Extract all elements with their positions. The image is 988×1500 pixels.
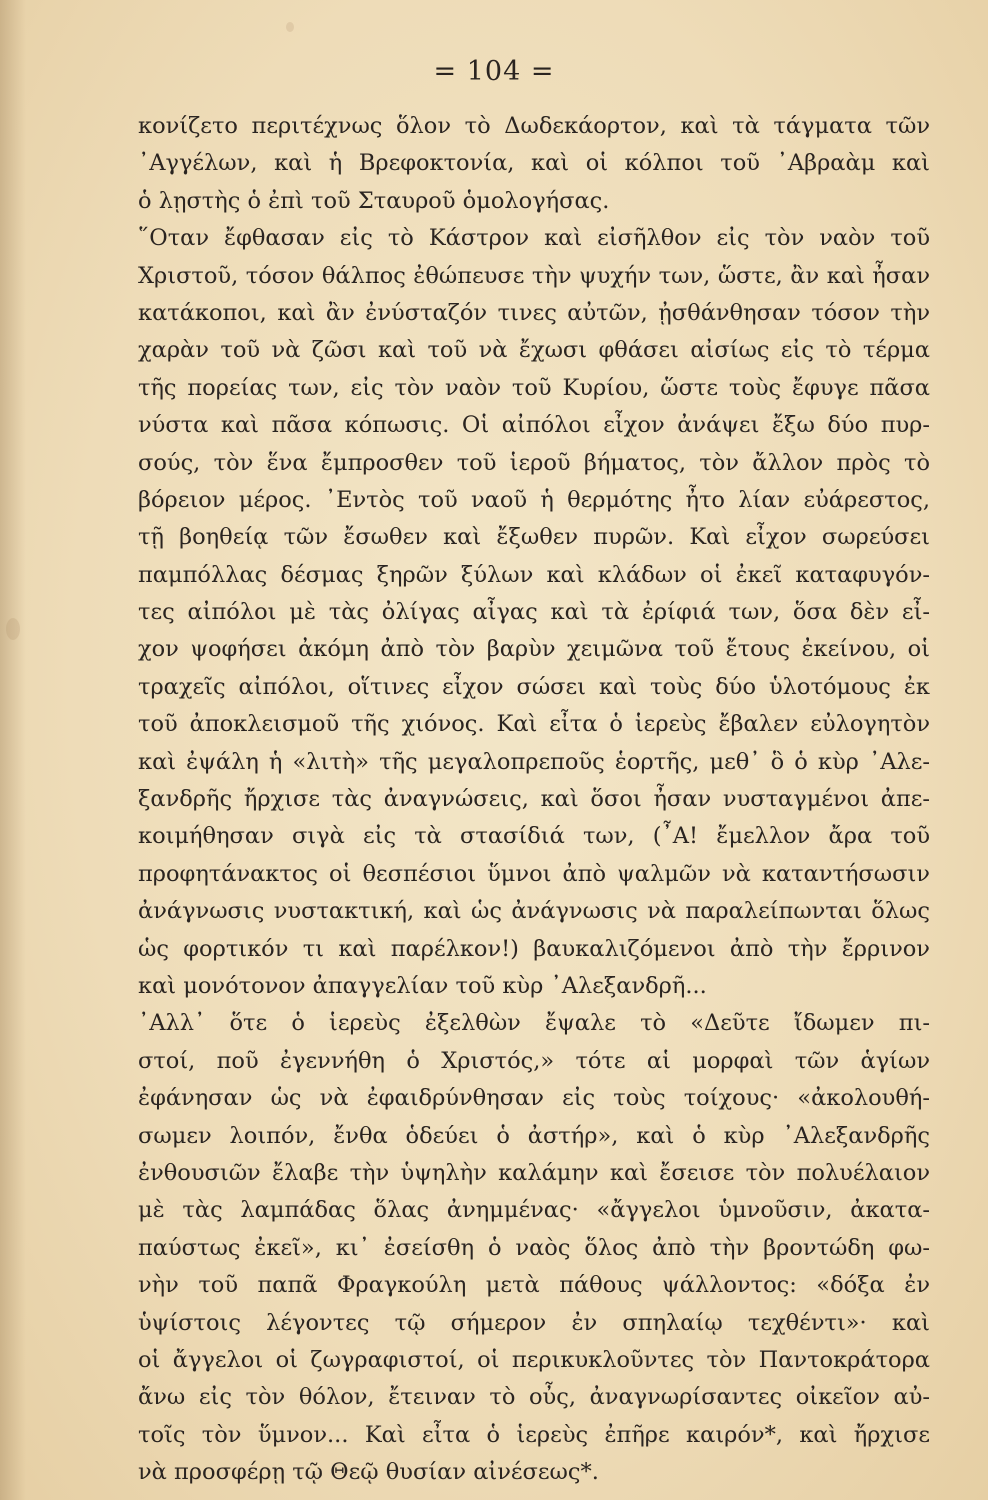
text-line: τῇ βοηθείᾳ τῶν ἔσωθεν καὶ ἔξωθεν πυρῶν. Καὶ εἶχον σωρεύσει: [138, 524, 930, 551]
paper-spot: [286, 22, 294, 32]
text-line: καὶ μονότονον ἀπαγγελίαν τοῦ κὺρ ᾿Αλεξανδρῆ...: [138, 972, 707, 999]
text-line: ᾿Αγγέλων, καὶ ἡ Βρεφοκτονία, καὶ οἱ κόλποι τοῦ ᾿Αβραὰμ καὶ: [138, 150, 930, 177]
text-line: οἱ ἄγγελοι οἱ ζωγραφιστοί, οἱ περικυκλοῦντες τὸν Παντοκράτορα: [138, 1346, 930, 1373]
text-line: ἀνάγνωσις νυστακτική, καὶ ὡς ἀνάγνωσις νὰ παραλείπωνται ὅλως: [138, 898, 930, 925]
text-line: χον ψοφήσει ἀκόμη ἀπὸ τὸν βαρὺν χειμῶνα τοῦ ἔτους ἐκείνου, οἱ: [138, 636, 930, 663]
text-line: ξανδρῆς ἤρχισε τὰς ἀναγνώσεις, καὶ ὅσοι ἦσαν νυσταγμένοι ἀπε-: [138, 786, 930, 813]
text-line: νύστα καὶ πᾶσα κόπωσις. Οἱ αἰπόλοι εἶχον ἀνάψει ἔξω δύο πυρ-: [138, 412, 930, 439]
body-text: [138, 108, 930, 1491]
text-line: ἐνθουσιῶν ἔλαβε τὴν ὑψηλὴν καλάμην καὶ ἔσεισε τὸν πολυέλαιον: [138, 1159, 930, 1186]
text-line: ᾿Αλλ᾿ ὅτε ὁ ἱερεὺς ἐξελθὼν ἔψαλε τὸ «Δεῦτε ἴδωμεν πι-: [138, 1010, 930, 1037]
text-line: καὶ ἐψάλη ἡ «λιτὴ» τῆς μεγαλοπρεποῦς ἑορτῆς, μεθ᾿ ὃ ὁ κὺρ ᾿Αλε-: [138, 748, 930, 775]
text-line: μὲ τὰς λαμπάδας ὅλας ἀνημμένας· «ἄγγελοι ὑμνοῦσιν, ἀκατα-: [138, 1197, 930, 1224]
text-line: στοί, ποῦ ἐγεννήθη ὁ Χριστός,» τότε αἱ μορφαὶ τῶν ἁγίων: [138, 1047, 930, 1074]
text-line: νὴν τοῦ παπᾶ Φραγκούλη μετὰ πάθους ψάλλοντος: «δόξα ἐν: [138, 1272, 930, 1299]
text-line: χαρὰν τοῦ νὰ ζῶσι καὶ τοῦ νὰ ἔχωσι φθάσει αἰσίως εἰς τὸ τέρμα: [138, 337, 930, 364]
text-line: ὡς φορτικόν τι καὶ παρέλκον!) βαυκαλιζόμενοι ἀπὸ τὴν ἔρρινον: [138, 935, 930, 962]
text-line: τες αἰπόλοι μὲ τὰς ὀλίγας αἶγας καὶ τὰ ἐρίφιά των, ὅσα δὲν εἶ-: [138, 599, 930, 626]
text-line: τραχεῖς αἰπόλοι, οἵτινες εἶχον σώσει καὶ τοὺς δύο ὑλοτόμους ἐκ: [138, 673, 930, 700]
binding-shadow: [0, 0, 26, 1500]
page-number: = 104 =: [433, 56, 555, 87]
text-line: κονίζετο περιτέχνως ὅλον τὸ Δωδεκάορτον, καὶ τὰ τάγματα τῶν: [138, 113, 930, 139]
text-line: παύστως ἐκεῖ», κι᾿ ἐσείσθη ὁ ναὸς ὅλος ἀπὸ τὴν βροντώδη φω-: [138, 1234, 930, 1261]
text-line: τῆς πορείας των, εἰς τὸν ναὸν τοῦ Κυρίου, ὥστε τοὺς ἔφυγε πᾶσα: [138, 374, 930, 401]
text-line: σούς, τὸν ἕνα ἔμπροσθεν τοῦ ἱεροῦ βήματος, τὸν ἄλλον πρὸς τὸ: [138, 449, 930, 476]
text-line: ὁ λῃστὴς ὁ ἐπὶ τοῦ Σταυροῦ ὁμολογήσας.: [138, 187, 610, 214]
text-line: ἐφάνησαν ὡς νὰ ἐφαιδρύνθησαν εἰς τοὺς τοίχους· «ἀκολουθή-: [138, 1085, 930, 1112]
text-line: παμπόλλας δέσμας ξηρῶν ξύλων καὶ κλάδων οἱ ἐκεῖ καταφυγόν-: [138, 561, 930, 588]
text-line: σωμεν λοιπόν, ἔνθα ὁδεύει ὁ ἀστήρ», καὶ ὁ κὺρ ᾿Αλεξανδρῆς: [138, 1122, 930, 1149]
text-line: ῞Οταν ἔφθασαν εἰς τὸ Κάστρον καὶ εἰσῆλθον εἰς τὸν ναὸν τοῦ: [138, 225, 930, 252]
text-line: κοιμήθησαν σιγὰ εἰς τὰ στασίδιά των, (῏Α! ἔμελλον ἄρα τοῦ: [138, 823, 930, 850]
text-line: ὑψίστοις λέγοντες τῷ σήμερον ἐν σπηλαίῳ τεχθέντι»· καὶ: [138, 1309, 930, 1336]
text-line: τοῦ ἀποκλεισμοῦ τῆς χιόνος. Καὶ εἶτα ὁ ἱερεὺς ἔβαλεν εὐλογητὸν: [138, 711, 930, 738]
text-line: ἄνω εἰς τὸν θόλον, ἔτειναν τὸ οὖς, ἀναγνωρίσαντες οἰκεῖον αὐ-: [138, 1384, 930, 1411]
text-line: βόρειον μέρος. ᾿Εντὸς τοῦ ναοῦ ἡ θερμότης ἦτο λίαν εὐάρεστος,: [138, 486, 930, 513]
text-line: κατάκοποι, καὶ ἂν ἐνύσταζόν τινες αὐτῶν, ᾐσθάνθησαν τόσον τὴν: [138, 299, 930, 326]
text-line: τοῖς τὸν ὕμνον... Καὶ εἶτα ὁ ἱερεὺς ἐπῆρε καιρόν*, καὶ ἤρχισε: [138, 1421, 930, 1448]
text-line: νὰ προσφέρῃ τῷ Θεῷ θυσίαν αἰνέσεως*.: [138, 1459, 599, 1486]
paper-spot: [6, 618, 20, 640]
text-line: προφητάνακτος οἱ θεσπέσιοι ὕμνοι ἀπὸ ψαλμῶν νὰ καταντήσωσιν: [138, 860, 930, 887]
text-line: Χριστοῦ, τόσον θάλπος ἐθώπευσε τὴν ψυχήν των, ὥστε, ἂν καὶ ἦσαν: [138, 262, 930, 289]
